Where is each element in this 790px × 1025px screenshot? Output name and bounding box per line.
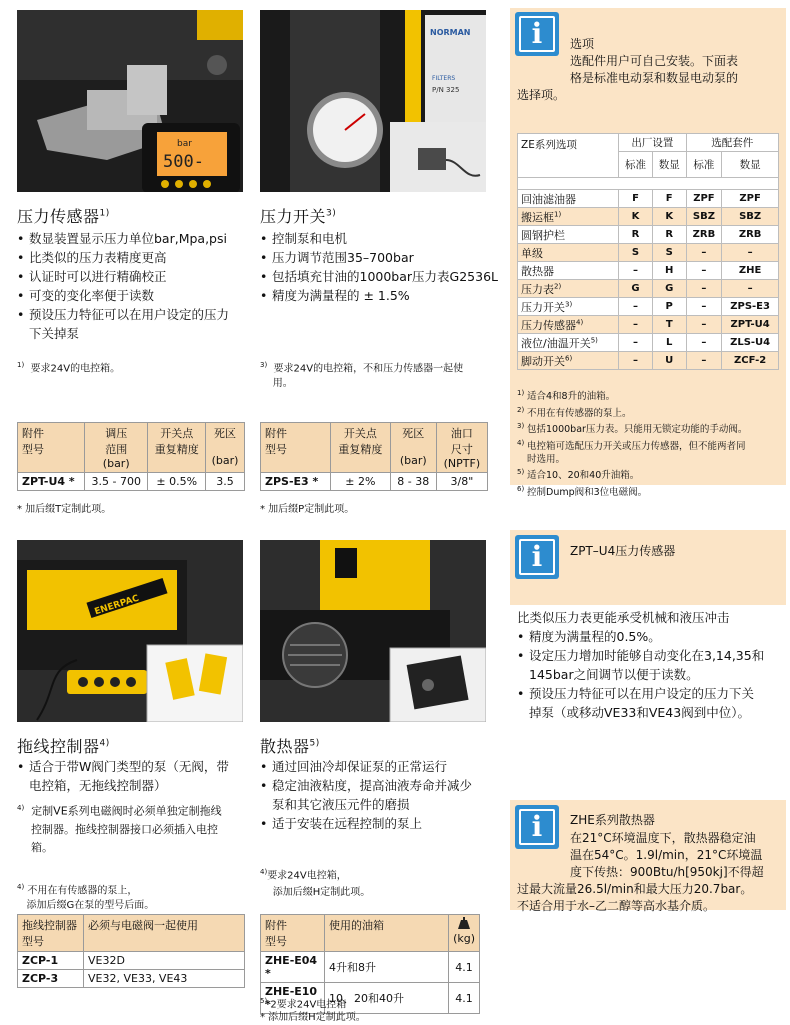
table-row: ZCP-3 VE32, VE33, VE43 [18,970,245,988]
table-header: 使用的油箱 [325,915,449,952]
list-item-continuation: 掉泵（或移动VE33和VE43阀到中位）。 [529,705,750,720]
list-item: • 精度为满量程的0.5%。 [517,627,785,646]
sensor-display-value: 500- [163,152,204,172]
pressure-switch-features [260,229,498,305]
table-header: 附件 型号 [261,915,325,952]
option-name: 脚动开关$^{6)}$ [518,352,619,370]
option-value: ZPF [722,190,779,208]
pressure-sensor-footnote: $^{1)}$ 要求24V的电控箱。 [17,361,121,375]
filter-sub: FILTERS [432,75,456,82]
option-value: – [686,298,722,316]
option-value: K [619,208,653,226]
list-item: • 稳定油液粘度，提高油液寿命并减少 [260,776,500,795]
option-value: ZLS-U4 [722,334,779,352]
list-item: • 预设压力特征可以在用户设定的压力下关 [517,684,785,703]
option-value: ZPF [686,190,722,208]
info-icon: i [515,12,559,56]
table-row [518,190,779,208]
option-value: SBZ [722,208,779,226]
pendant-note: $^{4)}$ 定制VE系列电磁阀时必须单独定制拖线 控制器。拖线控制器接口必须插入电控 箱。 [17,804,222,854]
heat-exchanger-photo [260,540,486,722]
pendant-title: 拖线控制器$^{4)}$ [17,737,110,756]
info-icon: i [515,535,559,579]
list-item: • 精度为满量程的 ± 1.5% [260,286,498,305]
table-row [518,208,779,226]
option-value: – [686,334,722,352]
list-item: • 预设压力特征可以在用户设定的压力 [17,305,229,324]
heat-exchanger-footnote: $^{4)}$要求24V电控箱， 添加后缀H定制此项。 [260,868,371,899]
option-value: SBZ [686,208,722,226]
option-note: $^{5)}$ 适合10、20和40升油箱。 [517,468,640,482]
list-item: • 适于安装在远程控制的泵上 [260,814,500,833]
option-value: R [652,226,686,244]
zpt-info-title: ZPT–U4压力传感器 [570,544,676,558]
pendant-features [17,757,247,795]
option-value: – [619,316,653,334]
option-value: R [619,226,653,244]
table-header: (kg) [449,915,480,952]
pendant-footnote: $^{4)}$ 不用在有传感器的泵上， 添加后缀G在泵的型号后面。 [17,883,155,912]
table-header: 调压 范围 (bar) [84,423,147,473]
table-header: 死区 (bar) [206,423,245,473]
option-name: 散热器 [518,262,619,280]
option-name: 回油滤油器 [518,190,619,208]
table-header: 数显 [722,152,779,178]
zhe-info-title: ZHE系列散热器 [570,813,655,827]
list-item-continuation: 145bar之间调节以便于读数。 [529,667,699,682]
table-header: 附件 型号 [18,423,85,473]
option-note: 时选用。 [527,453,566,465]
table-header: 死区 (bar) [390,423,436,473]
list-item-continuation: 下关掉泵 [29,326,80,341]
heat-exchanger-illustration [260,540,486,722]
filter-pn: P/N 325 [432,86,460,94]
option-value: ZCF-2 [722,352,779,370]
options-title: 选项 [570,37,595,51]
table-row [518,316,779,334]
table-header: 拖线控制器 型号 [18,915,84,952]
option-value: – [686,244,722,262]
table-header: 附件 型号 [261,423,331,473]
heat-exchanger-features [260,757,500,833]
list-item-continuation: 泵和其它液压元件的磨损 [272,797,410,812]
option-name: 压力开关$^{3)}$ [518,298,619,316]
list-item: • 适合于带W阀门类型的泵（无阀，带 [17,757,247,776]
option-value: F [619,190,653,208]
option-value: – [722,280,779,298]
pressure-sensor-title-ref: 1) [99,208,110,219]
list-item: • 可变的变化率便于读数 [17,286,229,305]
table-row [518,280,779,298]
option-name: 压力表$^{2)}$ [518,280,619,298]
option-value: G [652,280,686,298]
list-item: • 包括填充甘油的1000bar压力表G2536L [260,267,498,286]
table-row: ZHE-E10 * 10、20和40升 4.1 [261,983,480,1014]
option-value: ZPS-E3 [722,298,779,316]
option-value: ZRB [686,226,722,244]
option-value: G [619,280,653,298]
list-item: • 比类似的压力表精度更高 [17,248,229,267]
options-table [517,133,779,370]
option-value: ZPT-U4 [722,316,779,334]
option-value: K [652,208,686,226]
option-value: – [686,352,722,370]
filter-brand: NORMAN [430,28,471,37]
option-name: 单级 [518,244,619,262]
list-item: • 通过回油冷却保证泵的正常运行 [260,757,500,776]
option-value: – [619,262,653,280]
table-row [518,262,779,280]
option-value: – [619,298,653,316]
heat-exchanger-title: 散热器$^{5)}$ [260,737,320,756]
options-intro: 选配件用户可自己安装。下面表 格是标准电动泵和数显电动泵的 选择项。 [517,54,739,102]
option-value: – [619,334,653,352]
pressure-switch-title: 压力开关$^{3)}$ [260,207,337,226]
option-note: $^{3)}$ 包括1000bar压力表。只能用无锁定功能的手动阀。 [517,422,748,436]
option-value: – [686,316,722,334]
table-row: ZPT-U4 * 3.5 - 700 ± 0.5% 3.5 [18,473,245,491]
pressure-switch-table [260,422,488,491]
table-header: 出厂设置 [619,134,686,152]
option-name: 圆钢护栏 [518,226,619,244]
sensor-display-unit: bar [177,139,192,149]
option-value: F [652,190,686,208]
option-name: 压力传感器$^{4)}$ [518,316,619,334]
option-value: ZHE [722,262,779,280]
option-value: – [686,262,722,280]
pressure-sensor-features [17,229,229,343]
pendant-brand: ENERPAC [93,593,141,618]
pressure-switch-photo [260,10,486,192]
list-item: • 数显装置显示压力单位bar,Mpa,psi [17,229,229,248]
pressure-sensor-table-note: * 加后缀T定制此项。 [17,504,112,515]
pressure-sensor-illustration [17,10,243,192]
option-value: P [652,298,686,316]
table-header: 开关点 重复精度 [331,423,391,473]
table-header: 开关点 重复精度 [148,423,206,473]
weight-icon [457,917,471,929]
option-value: L [652,334,686,352]
list-item: • 设定压力增加时能够自动变化在3,14,35和 [517,646,785,665]
option-value: – [619,352,653,370]
zpt-info-features [517,627,785,722]
table-row [518,226,779,244]
table-header: 标准 [619,152,653,178]
pendant-illustration [17,540,243,722]
options-notes [517,387,783,499]
pendant-table [17,914,245,988]
pressure-switch-table-note: * 加后缀P定制此项。 [260,504,355,515]
option-value: S [619,244,653,262]
pressure-switch-illustration [260,10,486,192]
table-header: 必须与电磁阀一起使用 [84,915,245,952]
zhe-info-body: 在21°C环境温度下，散热器稳定油 温在54°C。1.9l/min，21°C环境温 度下传热：900Btu/h[950kj]不得超 过最大流量26.5l/min和最大压力20.7bar。 不适合用于水–乙二醇等高水基介质。 [517,831,764,913]
pressure-sensor-photo [17,10,243,192]
option-note: $^{2)}$ 不用在有传感器的泵上。 [517,405,632,419]
table-row: ZHE-E04 * 4升和8升 4.1 [261,952,480,983]
option-value: – [686,280,722,298]
table-header: 油口 尺寸 (NPTF) [436,423,487,473]
table-header: 标准 [686,152,722,178]
option-value: – [722,244,779,262]
list-item-continuation: 电控箱，无拖线控制器） [29,778,167,793]
option-value: H [652,262,686,280]
table-row: ZPS-E3 * ± 2% 8 - 38 3/8" [261,473,488,491]
option-note: $^{6)}$ 控制Dump阀和3位电磁阀。 [517,484,648,498]
pressure-sensor-table [17,422,245,491]
table-row: ZCP-1 VE32D [18,952,245,970]
option-name: 液位/油温开关$^{5)}$ [518,334,619,352]
list-item: • 控制泵和电机 [260,229,498,248]
table-header: ZE系列选项 [518,134,619,178]
option-value: T [652,316,686,334]
pressure-switch-footnote: $^{3)}$ 要求24V的电控箱，不和压力传感器一起使 用。 [260,361,464,390]
table-row [518,244,779,262]
pressure-switch-title-ref: 3) [326,208,337,219]
option-note: $^{4)}$ 电控箱可选配压力开关或压力传感器，但不能两者同 [517,438,746,453]
table-row [518,298,779,316]
heat-exchanger-title-ref: 5) [309,738,320,749]
option-name: 搬运框$^{1)}$ [518,208,619,226]
pendant-title-ref: 4) [99,738,110,749]
heat-exchanger-note: $^{5)}$ 2要求24V电控箱 * 添加后缀H定制此项。 [260,997,366,1024]
table-row [518,334,779,352]
list-item: • 压力调节范围35–700bar [260,248,498,267]
pressure-sensor-title: 压力传感器$^{1)}$ [17,207,110,226]
table-row [518,352,779,370]
table-header: 选配套件 [686,134,778,152]
zpt-info-intro: 比类似压力表更能承受机械和液压冲击 [517,610,730,625]
info-icon: i [515,805,559,849]
option-value: S [652,244,686,262]
option-value: U [652,352,686,370]
list-item: • 认证时可以进行精确校正 [17,267,229,286]
table-header: 数显 [652,152,686,178]
option-value: ZRB [722,226,779,244]
pendant-photo [17,540,243,722]
option-note: $^{1)}$ 适合4和8升的油箱。 [517,389,616,403]
